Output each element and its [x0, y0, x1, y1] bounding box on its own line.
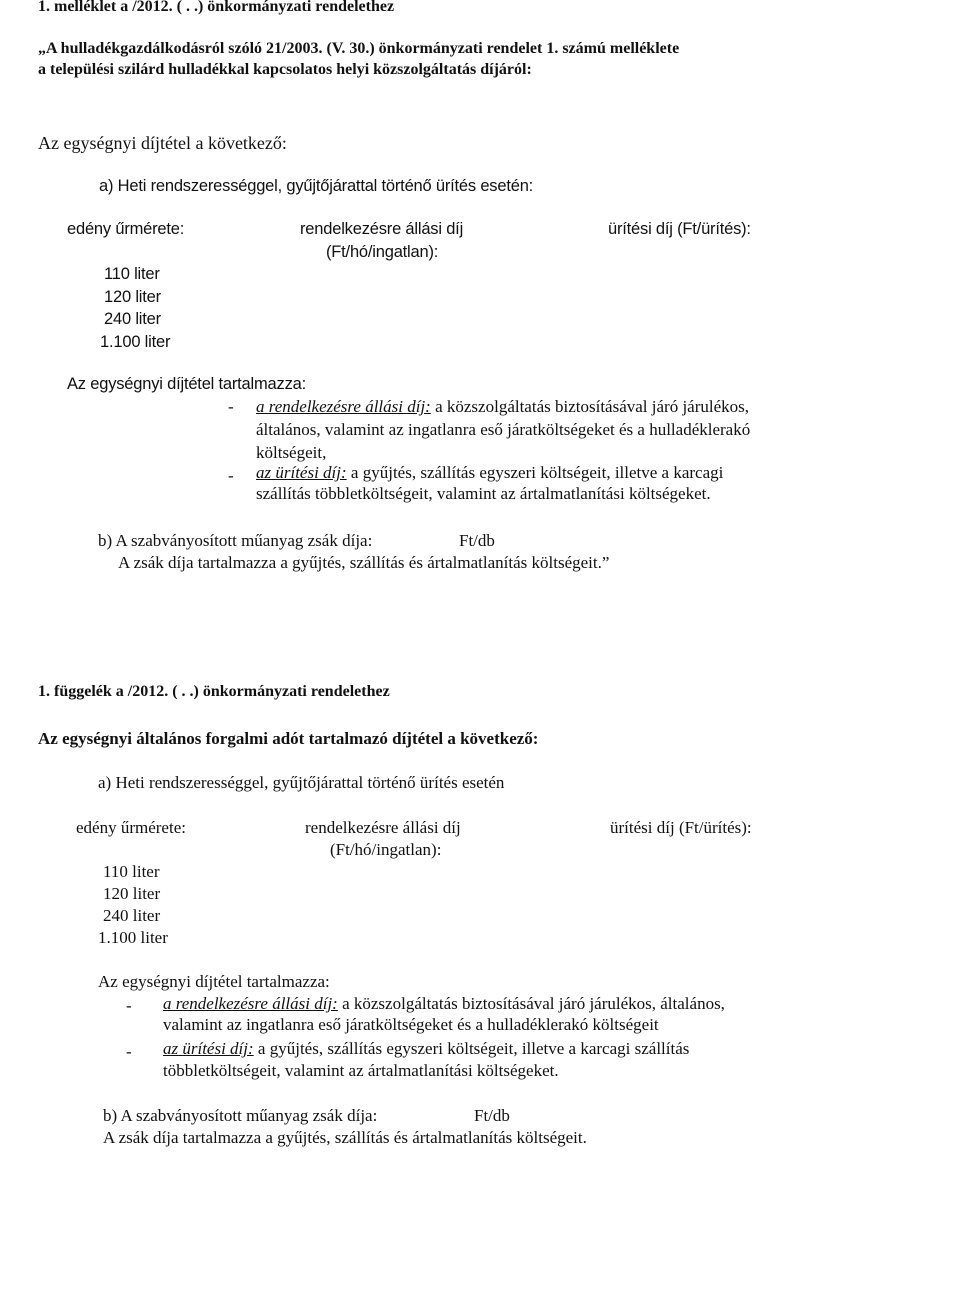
bag-price-contains: A zsák díja tartalmazza a gyűjtés, szállítás és ártalmatlanítás költségeit. [103, 1128, 587, 1147]
column-availability-fee-unit: (Ft/hó/ingatlan): [330, 840, 442, 859]
emptying-fee-text: a gyűjtés, szállítás egyszeri költségeit, illetve a karcagi szállítás [253, 1039, 690, 1058]
emptying-fee-text-line2: szállítás többletköltségeit, valamint az ártalmatlanítási költségeket. [256, 484, 711, 503]
bullet-dash: - [126, 996, 132, 1015]
emptying-fee-text-line2: többletköltségeit, valamint az ártalmatlanítási költségeket. [163, 1061, 559, 1080]
bullet-dash: - [228, 397, 234, 416]
container-size-row: 1.100 liter [98, 928, 168, 947]
availability-fee-text-line2: valamint az ingatlanra eső járatköltségeket és a hulladéklerakó költségeit [163, 1015, 659, 1034]
bag-price-contains: A zsák díja tartalmazza a gyűjtés, szállítás és ártalmatlanítás költségeit.” [118, 553, 610, 572]
regulation-title-line2: a települési szilárd hulladékkal kapcsolatos helyi közszolgáltatás díjáról: [38, 61, 532, 78]
container-size-row: 120 liter [104, 288, 161, 306]
availability-fee-description [256, 397, 749, 417]
column-emptying-fee: ürítési díj (Ft/ürítés): [608, 220, 751, 238]
emptying-fee-term: az ürítési díj: [163, 1039, 254, 1058]
bag-price-unit: Ft/db [459, 531, 495, 550]
availability-fee-text-line3: költségeit, [256, 443, 327, 462]
contains-heading: Az egységnyi díjtétel tartalmazza: [98, 972, 330, 991]
bag-price-label: b) A szabványosított műanyag zsák díja: [98, 531, 373, 550]
container-size-row: 240 liter [104, 310, 161, 328]
fee-intro: Az egységnyi díjtétel a következő: [38, 133, 287, 153]
emptying-fee-description [256, 463, 723, 483]
bag-price-label: b) A szabványosított műanyag zsák díja: [103, 1106, 378, 1125]
column-container-size: edény űrmérete: [67, 220, 185, 238]
availability-fee-description [163, 994, 725, 1014]
emptying-fee-description [163, 1039, 689, 1059]
weekly-collection-subheading: a) Heti rendszerességgel, gyűjtőjárattal történő ürítés esetén [98, 773, 505, 792]
column-availability-fee-unit: (Ft/hó/ingatlan): [326, 243, 439, 261]
availability-fee-term: a rendelkezésre állási díj: [163, 994, 338, 1013]
bullet-dash: - [228, 466, 234, 485]
emptying-fee-term: az ürítési díj: [256, 463, 347, 482]
availability-fee-text: a közszolgáltatás biztosításával járó járulékos, [430, 397, 750, 416]
bag-price-unit: Ft/db [474, 1106, 510, 1125]
bullet-dash: - [126, 1042, 132, 1061]
column-container-size: edény űrmérete: [76, 818, 186, 837]
availability-fee-text-line2: általános, valamint az ingatlanra eső járatköltségeket és a hulladéklerakó [256, 420, 751, 439]
container-size-row: 240 liter [103, 906, 161, 925]
container-size-row: 1.100 liter [100, 333, 171, 351]
container-size-row: 110 liter [103, 862, 160, 881]
appendix-heading: 1. függelék a /2012. ( . .) önkormányzati rendelethez [38, 683, 390, 700]
annex-heading: 1. melléklet a /2012. ( . .) önkormányzati rendelethez [38, 0, 395, 15]
column-availability-fee: rendelkezésre állási díj [305, 818, 461, 837]
container-size-row: 120 liter [103, 884, 161, 903]
weekly-collection-subheading: a) Heti rendszerességgel, gyűjtőjárattal történő ürítés esetén: [99, 177, 534, 195]
regulation-title-line1: „A hulladékgazdálkodásról szóló 21/2003. (V. 30.) önkormányzati rendelet 1. számú melléklete [38, 40, 680, 57]
availability-fee-text: a közszolgáltatás biztosításával járó járulékos, általános, [337, 994, 725, 1013]
column-emptying-fee: ürítési díj (Ft/ürítés): [610, 818, 752, 837]
availability-fee-term: a rendelkezésre állási díj: [256, 397, 431, 416]
emptying-fee-text: a gyűjtés, szállítás egyszeri költségeit, illetve a karcagi [346, 463, 724, 482]
contains-heading: Az egységnyi díjtétel tartalmazza: [67, 375, 306, 393]
column-availability-fee: rendelkezésre állási díj [300, 220, 464, 238]
container-size-row: 110 liter [104, 265, 160, 283]
fee-with-vat-intro: Az egységnyi általános forgalmi adót tartalmazó díjtétel a következő: [38, 729, 539, 748]
